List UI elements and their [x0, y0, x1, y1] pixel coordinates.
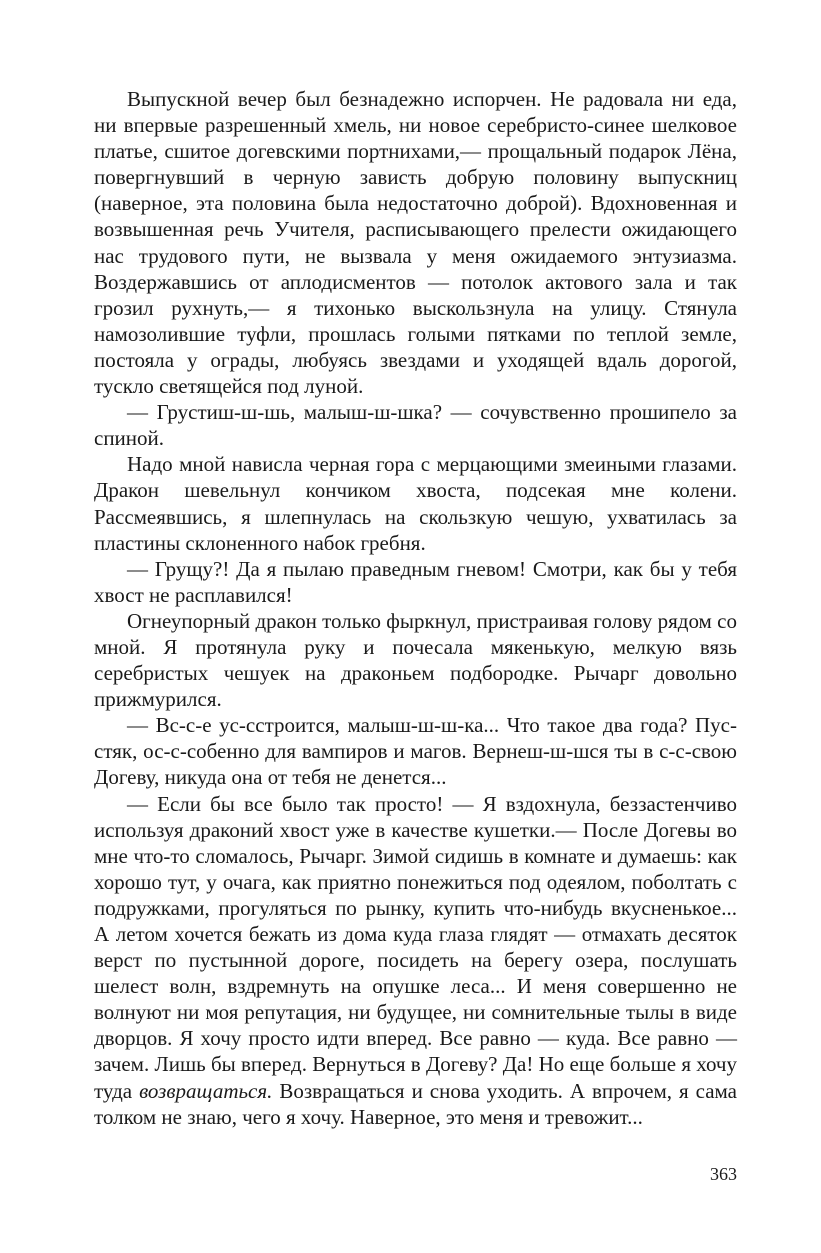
- page-text-body: [94, 86, 737, 1130]
- paragraph-narration-dragon: Надо мной нависла черная гора с мерцающими змеиными глазами. Дракон шевельнул кончиком хвоста, подсекая мне колени. Рассмеявшись, я шлепнулась на скользкую чешую, ухватилась за пластины склоненного набок гребня.: [94, 452, 737, 555]
- paragraph-narration-fireproof: Огнеупорный дракон только фыркнул, пристраивая голову рядом со мной. Я протянула руку и почесала мякенькую, мелкую вязь серебристых чешуек на драконьем подбородке. Рычарг довольно прижмурился.: [94, 608, 737, 712]
- monologue-italic-word: возвращаться.: [139, 1078, 273, 1103]
- page-number: 363: [710, 1164, 737, 1184]
- paragraph-dialogue-monologue: [94, 791, 737, 1130]
- monologue-text-start: — Если бы все было так просто! — Я вздохнула, беззастенчиво используя драконий хвост уже в качестве кушетки.— После Догевы во мне что-то сломалось, Рычарг. Зимой сидишь в комнате и думаешь: как хорошо тут, у очага, как приятно понежиться под одеялом, поболтать с подружками, прогуляться по рынку, купить что-нибудь вкусненькое... А летом хочется бежать из дома куда глаза глядят — отмахать десяток верст по пустынной дороге, посидеть на берегу озера, послушать шелест волн, вздремнуть на опушке леса... И меня совершенно не волнуют ни моя репутация, ни будущее, ни сомнительные тылы в виде дворцов. Я хочу просто идти вперед. Все равно — куда. Все равно — зачем. Лишь бы вперед. Вернуться в Догеву? Да! Но еще больше я хочу туда: [94, 791, 737, 1103]
- paragraph-dialogue-dragon-question: — Грустиш-ш-шь, малыш-ш-шка? — сочувственно прошипело за спиной.: [94, 400, 737, 451]
- paragraph-narration-graduation: Выпускной вечер был безнадежно испорчен. Не радовала ни еда, ни впервые разрешенный хмель, ни новое серебристо-синее шелковое платье, сшитое догевскими портнихами,— прощальный подарок Лёна, повергнувший в черную зависть добрую половину выпускниц (наверное, эта половина была недостаточно доброй). Вдохновенная и возвышенная речь Учителя, расписывающего прелести ожидающего нас трудового пути, не вызвала у меня ожидаемого энтузиазма. Воздержавшись от аплодисментов — потолок актового зала и так грозил рухнуть,— я тихонько выскользнула на улицу. Стянула намозолившие туфли, прошлась голыми пятками по теплой земле, постояла у ограды, любуясь звездами и уходящей вдаль дорогой, тускло светящейся под луной.: [94, 87, 737, 399]
- paragraph-dialogue-anger: — Грущу?! Да я пылаю праведным гневом! Смотри, как бы у тебя хвост не расплавился!: [94, 556, 737, 607]
- paragraph-dialogue-two-years: — Вс-с-е ус-сстроится, малыш-ш-ш-ка... Что такое два года? Пус-стяк, ос-с-собенно для вампиров и магов. Вернеш-ш-шся ты в с-с-свою Догеву, никуда она от тебя не денется...: [94, 713, 737, 790]
- monologue-text-end: Возвращаться и снова уходить. А впрочем, я сама толком не знаю, чего я хочу. Наверное, это меня и тревожит...: [94, 1078, 737, 1129]
